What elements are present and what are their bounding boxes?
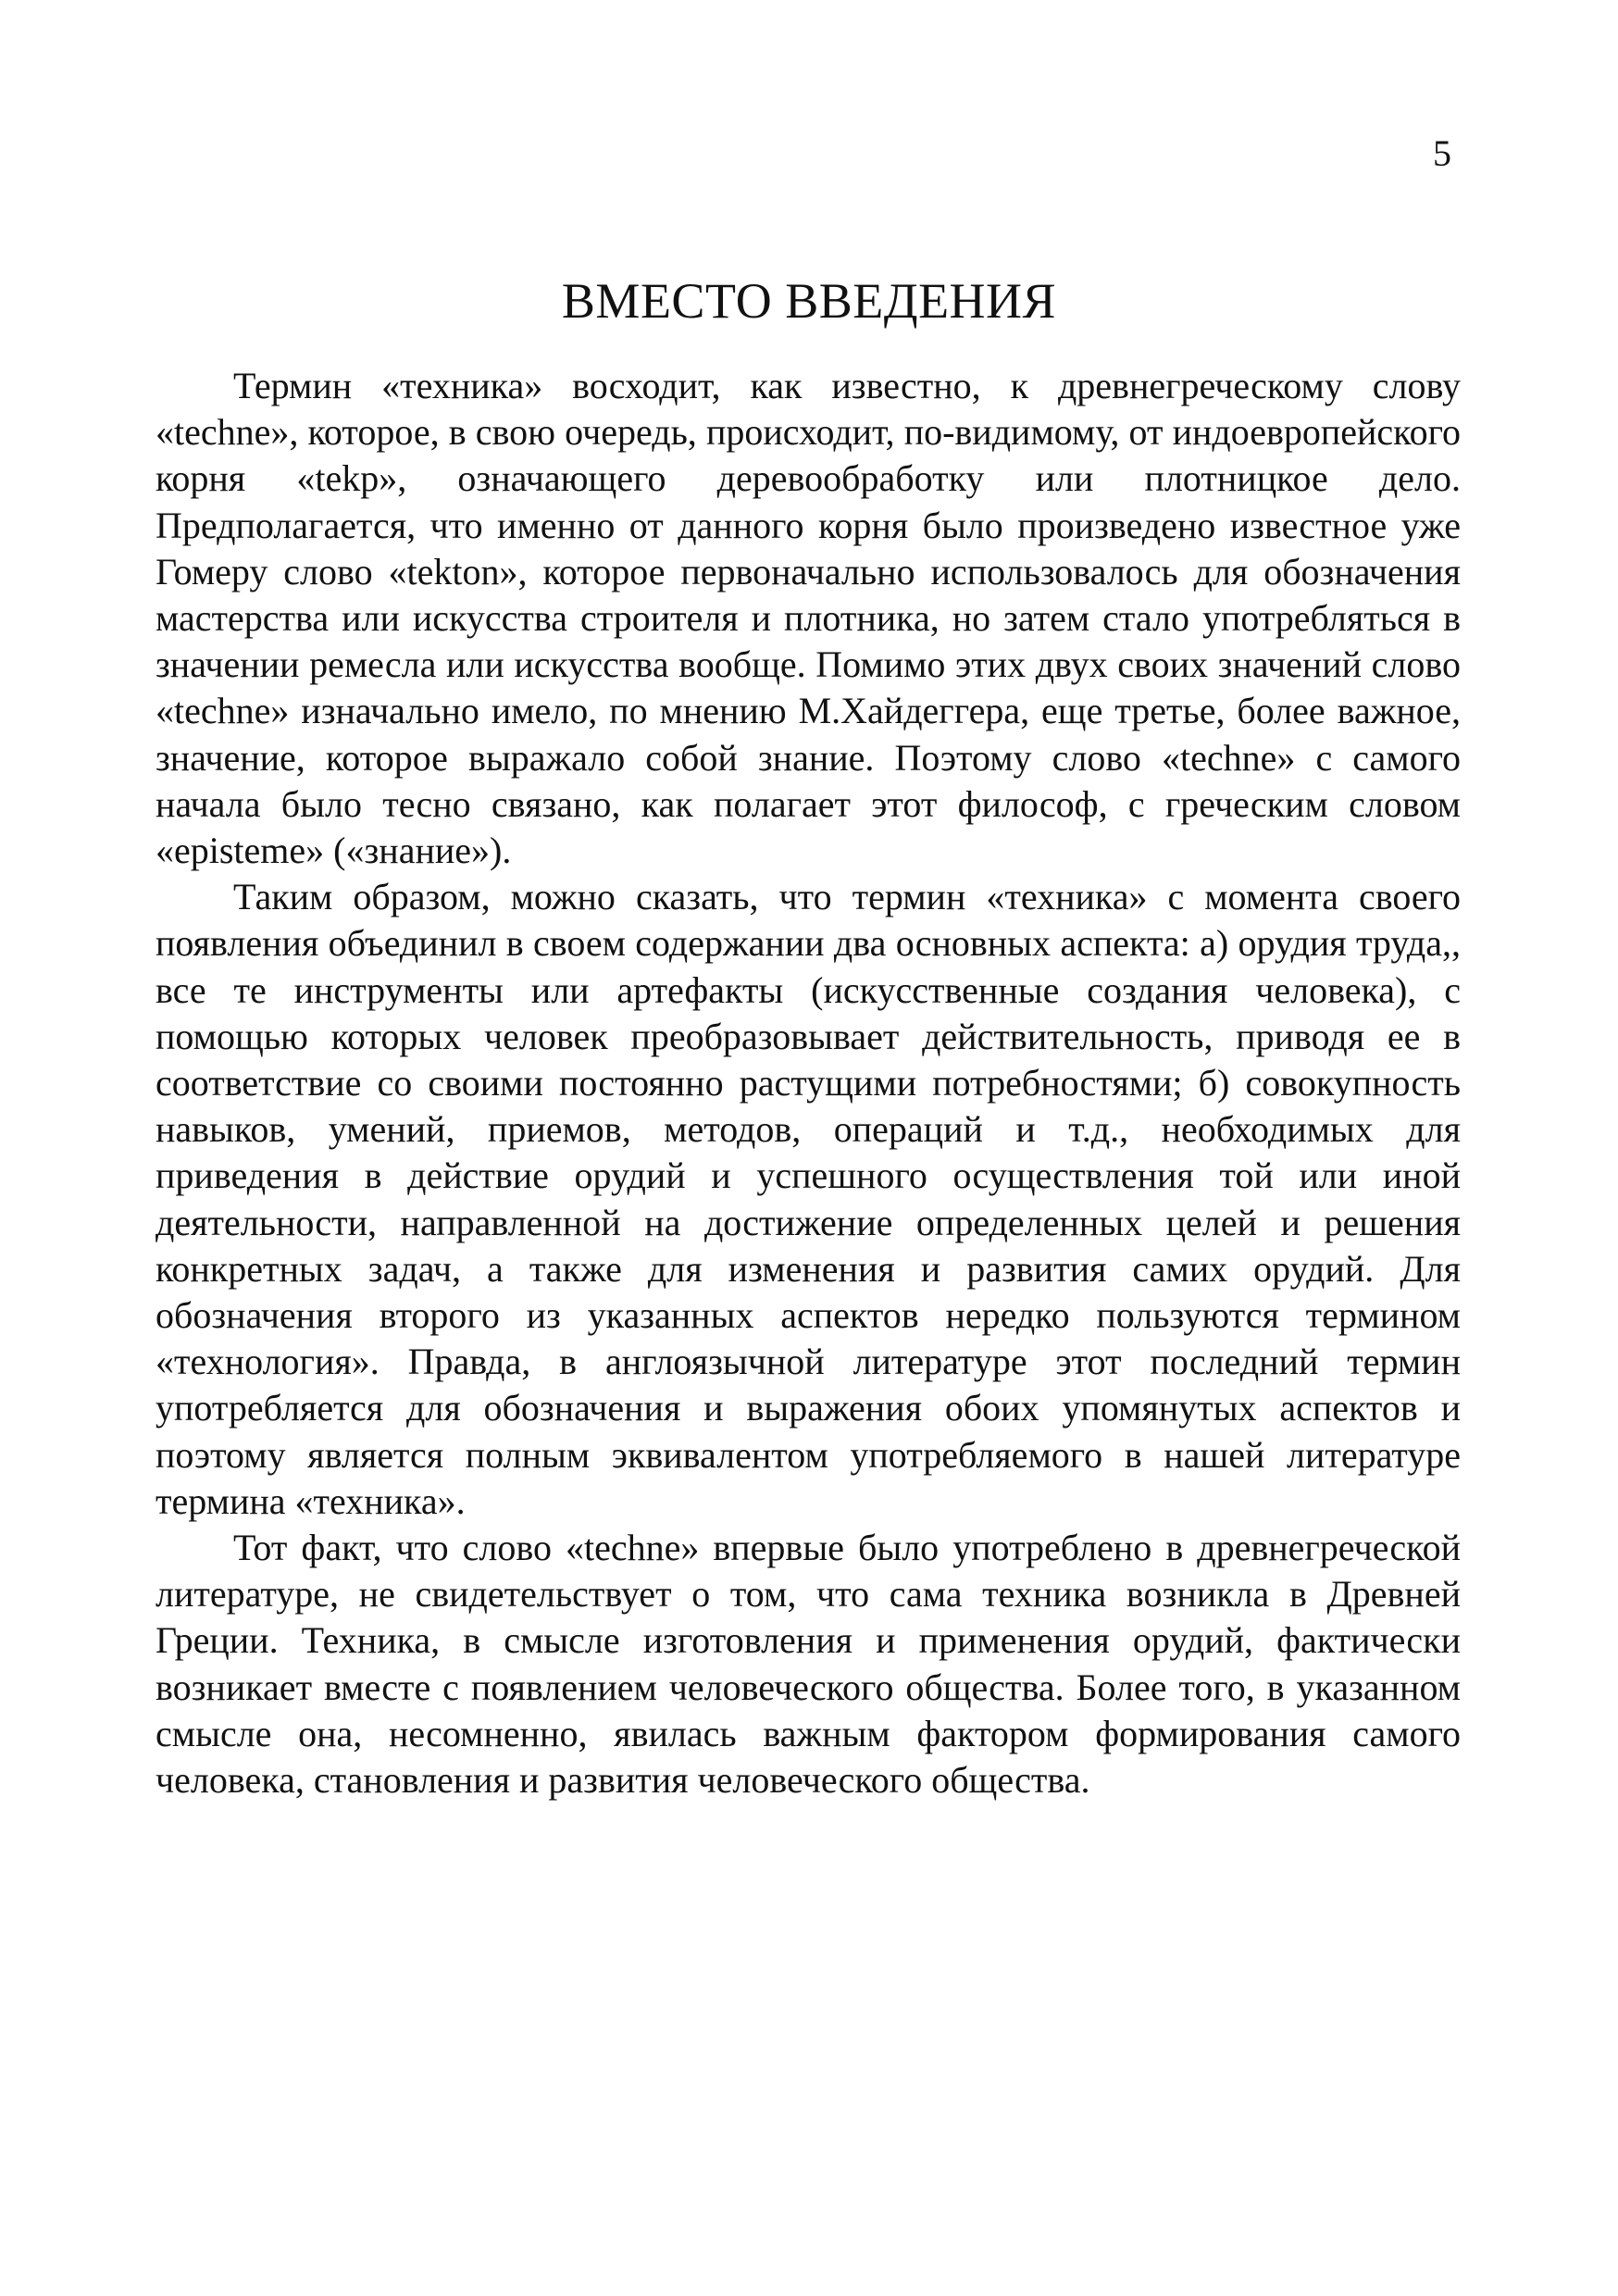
chapter-title: ВМЕСТО ВВЕДЕНИЯ xyxy=(561,273,1057,329)
paragraph-3: Тот факт, что слово «techne» впервые было употреблено в древнегреческой литературе, не свидетельствует о том, что сама техника возникла в Древней Греции. Техника, в смысле изготовления и применения орудий, фактически возникает вместе с появлением человеческого общества. Более того, в указанном смысле она, несомненно, явилась важным фактором формирования самого человека, становления и развития человеческого общества. xyxy=(156,1527,1461,1802)
body-text xyxy=(156,363,1461,1803)
paragraph-1: Термин «техника» восходит, как известно, к древнегреческому слову «techne», которое, в свою очередь, происходит, по-видимому, от индоевропейского корня «tekp», означающего деревообработку или плотницкое дело. Предполагается, что именно от данного корня было произведено известное уже Гомеру слово «tekton», которое первоначально использовалось для обозначения мастерства или искусства строителя и плотника, но затем стало употребляться в значении ремесла или искусства вообще. Помимо этих двух своих значений слово «techne» изначально имело, по мнению М.Хайдеггера, еще третье, более важное, значение, которое выражало собой знание. Поэтому слово «techne» с самого начала было тесно связано, как полагает этот философ, с греческим словом «episteme» («знание»). xyxy=(156,365,1461,872)
paragraph-2: Таким образом, можно сказать, что термин «техника» с момента своего появления объединил в своем содержании два основных аспекта: а) орудия труда,, все те инструменты или артефакты (искусственные создания человека), с помощью которых человек преобразовывает действительность, приводя ее в соответствие со своими постоянно растущими потребностями; б) совокупность навыков, умений, приемов, методов, операций и т.д., необходимых для приведения в действие орудий и успешного осуществления той или иной деятельности, направленной на достижение определенных целей и решения конкретных задач, а также для изменения и развития самих орудий. Для обозначения второго из указанных аспектов нередко пользуются термином «технология». Правда, в англоязычной литературе этот последний термин употребляется для обозначения и выражения обоих упомянутых аспектов и поэтому является полным эквивалентом употребляемого в нашей литературе термина «техника». xyxy=(156,876,1461,1522)
page-number: 5 xyxy=(1433,132,1451,174)
